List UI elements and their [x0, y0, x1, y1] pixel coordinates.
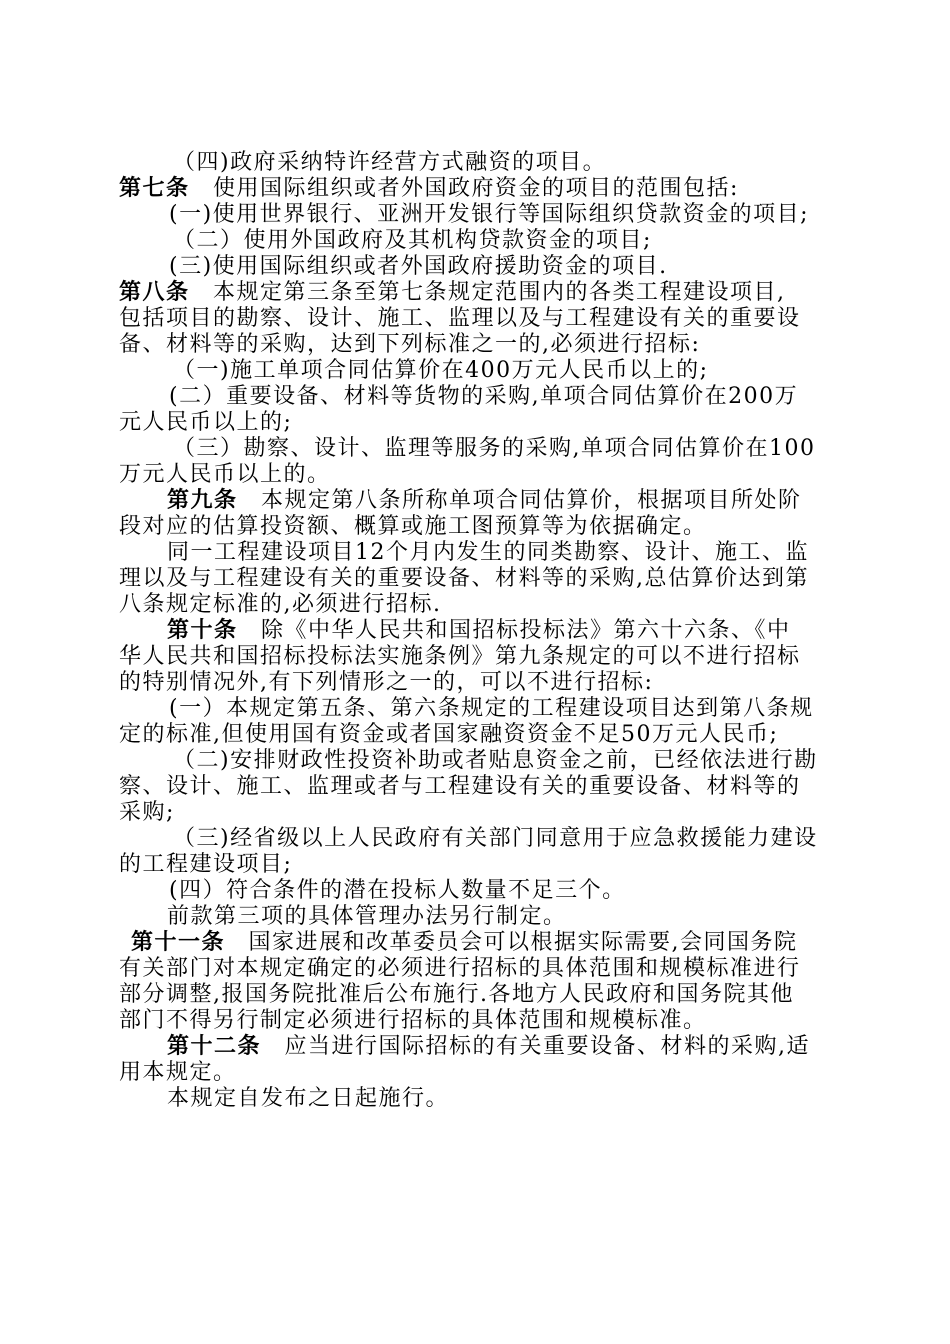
text-line [119, 956, 831, 982]
line-text: 使用国际组织或者外国政府资金的项目的范围包括: [189, 176, 739, 201]
line-text: 前款第三项的具体管理办法另行制定。 [167, 904, 567, 929]
text-line [119, 878, 881, 904]
line-text: （三)经省级以上人民政府有关部门同意用于应急救援能力建设 [173, 826, 818, 851]
text-line [119, 176, 831, 202]
text-line [119, 228, 885, 254]
text-line [119, 800, 831, 826]
line-text: 理以及与工程建设有关的重要设备、材料等的采购,总估算价达到第 [119, 566, 809, 591]
text-line [119, 644, 831, 670]
line-text: 段对应的估算投资额、概算或施工图预算等为依据确定。 [119, 514, 707, 539]
line-text: (一）本规定第五条、第六条规定的工程建设项目达到第八条规 [169, 696, 814, 721]
article-heading: 第十二条 [167, 1034, 262, 1059]
text-line [119, 982, 831, 1008]
text-line [119, 696, 881, 722]
text-line [119, 410, 831, 436]
article-heading: 第十条 [167, 618, 238, 643]
line-text: 本规定自发布之日起施行。 [167, 1086, 450, 1111]
text-line [119, 826, 885, 852]
line-text: 同一工程建设项目12个月内发生的同类勘察、设计、施工、监 [167, 540, 809, 565]
article-heading: 第九条 [167, 488, 238, 513]
text-line [119, 384, 881, 410]
line-text: （一)施工单项合同估算价在400万元人民币以上的; [173, 358, 709, 383]
line-text: （二)安排财政性投资补助或者贴息资金之前，已经依法进行勘 [173, 748, 818, 773]
text-line [119, 280, 831, 306]
text-line [119, 1060, 831, 1086]
line-text: 采购; [119, 800, 175, 825]
line-text: 的特别情况外,有下列情形之一的，可以不进行招标: [119, 670, 654, 695]
line-text: 备、材料等的采购，达到下列标准之一的,必须进行招标: [119, 332, 701, 357]
line-text: 本规定第八条所称单项合同估算价，根据项目所处阶 [237, 488, 802, 513]
text-line [119, 306, 831, 332]
line-text: (二）重要设备、材料等货物的采购,单项合同估算价在200万 [169, 384, 799, 409]
line-text: (四）符合条件的潜在投标人数量不足三个。 [169, 878, 626, 903]
text-line [119, 618, 879, 644]
line-text: 元人民币以上的; [119, 410, 293, 435]
line-text: (一)使用世界银行、亚洲开发银行等国际组织贷款资金的项目; [169, 202, 810, 227]
line-text: 除《中华人民共和国招标投标法》第六十六条、《中 [237, 618, 791, 643]
text-line [119, 254, 881, 280]
line-text: 八条规定标准的,必须进行招标. [119, 592, 442, 617]
line-text: 用本规定。 [119, 1060, 237, 1085]
text-line [119, 514, 831, 540]
article-heading: 第七条 [119, 176, 190, 201]
text-line [119, 566, 831, 592]
text-line [119, 774, 831, 800]
article-heading: 第八条 [119, 280, 190, 305]
text-line [119, 332, 831, 358]
text-line [119, 150, 885, 176]
text-line [119, 1086, 879, 1112]
line-text: 应当进行国际招标的有关重要设备、材料的采购,适 [261, 1034, 811, 1059]
line-text: 部分调整,报国务院批准后公布施行.各地方人民政府和国务院其他 [119, 982, 794, 1007]
text-line [119, 592, 831, 618]
text-line [119, 852, 831, 878]
line-text: 的工程建设项目; [119, 852, 293, 877]
line-text: 华人民共和国招标投标法实施条例》第九条规定的可以不进行招标 [119, 644, 801, 669]
line-text: 万元人民币以上的。 [119, 462, 331, 487]
line-text: （三）勘察、设计、监理等服务的采购,单项合同估算价在100 [173, 436, 816, 461]
line-text: （二）使用外国政府及其机构贷款资金的项目; [173, 228, 652, 253]
text-line [119, 1034, 879, 1060]
text-line [119, 436, 885, 462]
text-line [119, 202, 881, 228]
text-line [119, 748, 885, 774]
text-line [119, 670, 831, 696]
line-text: 察、设计、施工、监理或者与工程建设有关的重要设备、材料等的 [119, 774, 801, 799]
line-text: 有关部门对本规定确定的必须进行招标的具体范围和规模标准进行 [119, 956, 801, 981]
article-heading: 第十一条 [131, 930, 226, 955]
text-line [119, 358, 885, 384]
text-line [119, 462, 831, 488]
line-text: 定的标准,但使用国有资金或者国家融资资金不足50万元人民币; [119, 722, 779, 747]
line-text: 部门不得另行制定必须进行招标的具体范围和规模标准。 [119, 1008, 707, 1033]
line-text: (三)使用国际组织或者外国政府援助资金的项目. [169, 254, 668, 279]
line-text: 本规定第三条至第七条规定范围内的各类工程建设项目, [189, 280, 786, 305]
line-text: 国家进展和改革委员会可以根据实际需要,会同国务院 [225, 930, 798, 955]
text-line [119, 930, 843, 956]
line-text: （四)政府采纳特许经营方式融资的项目。 [173, 150, 607, 175]
line-text: 包括项目的勘察、设计、施工、监理以及与工程建设有关的重要设 [119, 306, 801, 331]
text-line [119, 488, 879, 514]
text-line [119, 722, 831, 748]
text-line [119, 904, 879, 930]
text-line [119, 1008, 831, 1034]
text-line [119, 540, 879, 566]
